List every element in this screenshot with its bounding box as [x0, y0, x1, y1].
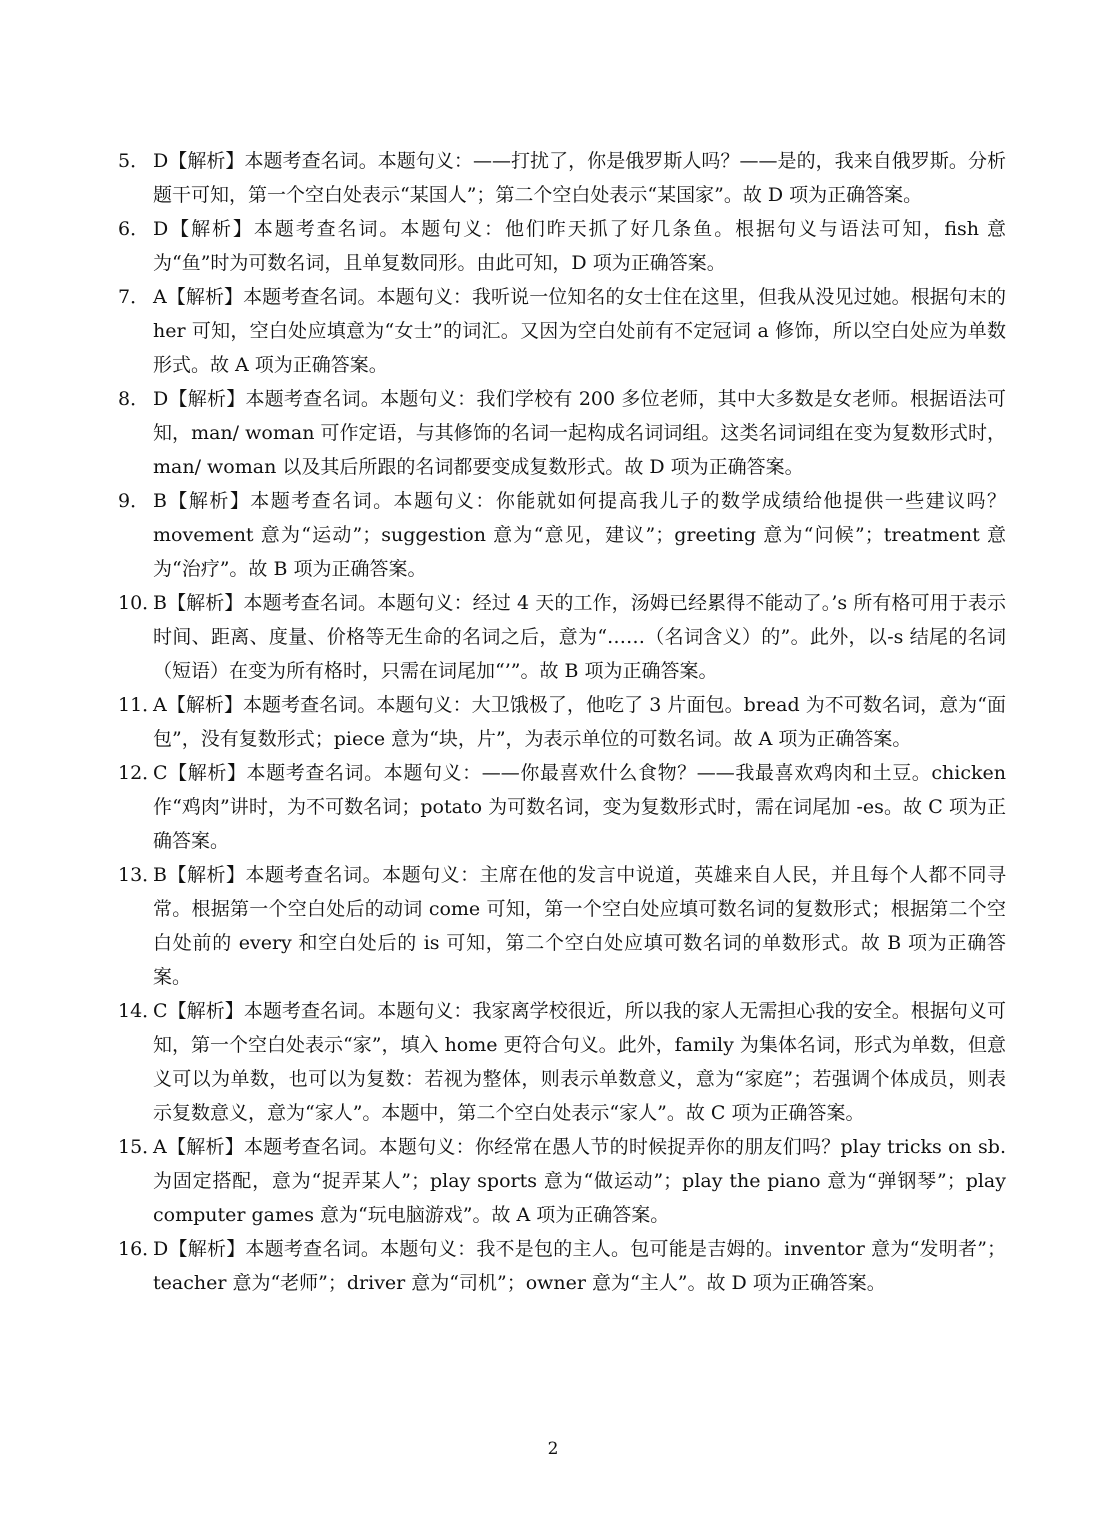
answer-item-16	[118, 1232, 1006, 1300]
answer-item-number: 10．	[118, 592, 162, 614]
answer-item-number: 7．	[118, 286, 150, 308]
answer-item-number: 9．	[118, 490, 150, 512]
answer-item-text: D【解析】本题考查名词。本题句义：我们学校有 200 多位老师，其中大多数是女老师。根据语法可知，man/ woman 可作定语，与其修饰的名词一起构成名词词组。这类名词词组在变为复数形式时，man/ woman 以及其后所跟的名词都要变成复数形式。故 D 项为正确答案。	[153, 388, 1006, 478]
answer-item-number: 13．	[118, 864, 162, 886]
answer-item-text: D【解析】本题考查名词。本题句义：他们昨天抓了好几条鱼。根据句义与语法可知，fish 意为“鱼”时为可数名词，且单复数同形。由此可知，D 项为正确答案。	[153, 218, 1006, 274]
answer-item-number: 12．	[118, 762, 162, 784]
answer-item-text: A【解析】本题考查名词。本题句义：我听说一位知名的女士住在这里，但我从没见过她。根据句末的 her 可知，空白处应填意为“女士”的词汇。又因为空白处前有不定冠词 a 修饰，所以空白处应为单数形式。故 A 项为正确答案。	[153, 286, 1006, 376]
answer-item-14	[118, 994, 1006, 1130]
answer-item-13	[118, 858, 1006, 994]
answer-item-text: B【解析】本题考查名词。本题句义：主席在他的发言中说道，英雄来自人民，并且每个人都不同寻常。根据第一个空白处后的动词 come 可知，第一个空白处应填可数名词的复数形式；根据第二个空白处前的 every 和空白处后的 is 可知，第二个空白处应填可数名词的单数形式。故 B 项为正确答案。	[153, 864, 1006, 988]
answer-item-5	[118, 144, 1006, 212]
answer-item-11	[118, 688, 1006, 756]
page-number: 2	[547, 1439, 559, 1459]
answer-item-number: 6．	[118, 218, 150, 240]
answer-item-number: 11．	[118, 694, 162, 716]
answer-item-text: D【解析】本题考查名词。本题句义：我不是包的主人。包可能是吉姆的。inventor 意为“发明者”；teacher 意为“老师”；driver 意为“司机”；owner 意为“主人”。故 D 项为正确答案。	[153, 1238, 1006, 1294]
answer-item-15	[118, 1130, 1006, 1232]
answer-item-text: B【解析】本题考查名词。本题句义：你能就如何提高我儿子的数学成绩给他提供一些建议吗？movement 意为“运动”；suggestion 意为“意见，建议”；greeting 意为“问候”；treatment 意为“治疗”。故 B 项为正确答案。	[153, 490, 1006, 580]
answer-item-text: A【解析】本题考查名词。本题句义：大卫饿极了，他吃了 3 片面包。bread 为不可数名词，意为“面包”，没有复数形式；piece 意为“块，片”，为表示单位的可数名词。故 A 项为正确答案。	[153, 694, 1006, 750]
answer-item-text: A【解析】本题考查名词。本题句义：你经常在愚人节的时候捉弄你的朋友们吗？play tricks on sb.为固定搭配，意为“捉弄某人”；play sports 意为“做运动”；play the piano 意为“弹钢琴”；play computer games 意为“玩电脑游戏”。故 A 项为正确答案。	[153, 1136, 1006, 1226]
answer-item-text: C【解析】本题考查名词。本题句义：——你最喜欢什么食物？——我最喜欢鸡肉和土豆。chicken 作“鸡肉”讲时，为不可数名词；potato 为可数名词，变为复数形式时，需在词尾加 -es。故 C 项为正确答案。	[153, 762, 1006, 852]
answer-item-text: C【解析】本题考查名词。本题句义：我家离学校很近，所以我的家人无需担心我的安全。根据句义可知，第一个空白处表示“家”，填入 home 更符合句义。此外，family 为集体名词，形式为单数，但意义可以为单数，也可以为复数：若视为整体，则表示单数意义，意为“家庭”；若强调个体成员，则表示复数意义，意为“家人”。本题中，第二个空白处表示“家人”。故 C 项为正确答案。	[153, 1000, 1006, 1124]
answer-item-6	[118, 212, 1006, 280]
answer-item-9	[118, 484, 1006, 586]
answer-item-text: D【解析】本题考查名词。本题句义：——打扰了，你是俄罗斯人吗？——是的，我来自俄罗斯。分析题干可知，第一个空白处表示“某国人”；第二个空白处表示“某国家”。故 D 项为正确答案。	[153, 150, 1006, 206]
answer-explanations-list	[118, 144, 1006, 1300]
answer-item-12	[118, 756, 1006, 858]
answer-item-10	[118, 586, 1006, 688]
answer-item-number: 5．	[118, 150, 150, 172]
answer-item-number: 16．	[118, 1238, 162, 1260]
answer-item-number: 15．	[118, 1136, 162, 1158]
answer-item-number: 8．	[118, 388, 150, 410]
answer-item-text: B【解析】本题考查名词。本题句义：经过 4 天的工作，汤姆已经累得不能动了。’s 所有格可用于表示时间、距离、度量、价格等无生命的名词之后，意为“……（名词含义）的”。此外，以-s 结尾的名词（短语）在变为所有格时，只需在词尾加“’”。故 B 项为正确答案。	[153, 592, 1006, 682]
answer-item-7	[118, 280, 1006, 382]
answer-item-number: 14．	[118, 1000, 162, 1022]
answer-item-8	[118, 382, 1006, 484]
